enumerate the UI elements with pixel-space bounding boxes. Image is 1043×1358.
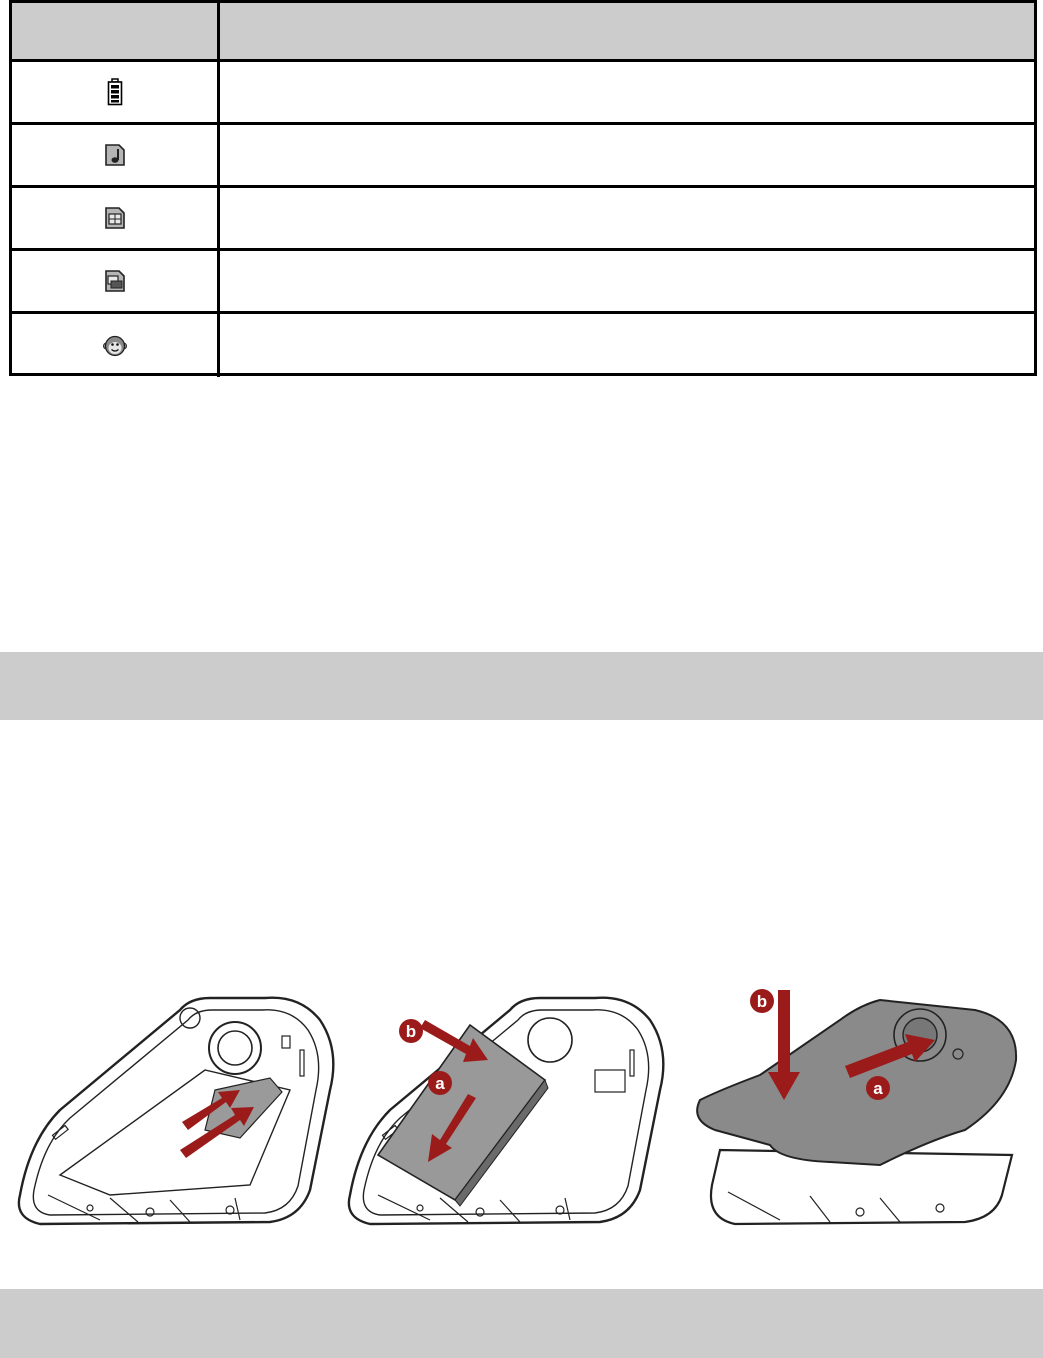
table-row xyxy=(12,314,1034,377)
table-row xyxy=(12,125,1034,188)
svg-text:a: a xyxy=(435,1074,445,1093)
table-row xyxy=(12,188,1034,251)
step-attach-battery-cover xyxy=(697,989,1016,1224)
svg-text:b: b xyxy=(756,992,768,1011)
sim-card-1-icon xyxy=(104,206,126,230)
sim-card-2-icon xyxy=(104,269,126,293)
memory-card-icon xyxy=(104,143,126,167)
section-heading-bar xyxy=(0,652,1043,720)
installation-illustration xyxy=(0,980,1043,1255)
table-row xyxy=(12,62,1034,125)
svg-text:a: a xyxy=(873,1079,883,1098)
battery-icon xyxy=(107,78,123,106)
step-insert-sim-card xyxy=(19,998,333,1224)
table-header xyxy=(12,3,1034,62)
table-row xyxy=(12,251,1034,314)
row-description xyxy=(220,62,1034,122)
monkey-face-icon xyxy=(103,334,127,358)
row-description xyxy=(220,251,1034,311)
row-description xyxy=(220,314,1034,377)
header-icon-col xyxy=(12,3,217,59)
icon-table xyxy=(9,0,1037,376)
step-insert-battery xyxy=(349,998,663,1224)
header-desc-col xyxy=(220,3,1034,59)
row-description xyxy=(220,125,1034,185)
svg-text:b: b xyxy=(405,1022,417,1041)
row-description xyxy=(220,188,1034,248)
section-heading-bar xyxy=(0,1289,1043,1358)
